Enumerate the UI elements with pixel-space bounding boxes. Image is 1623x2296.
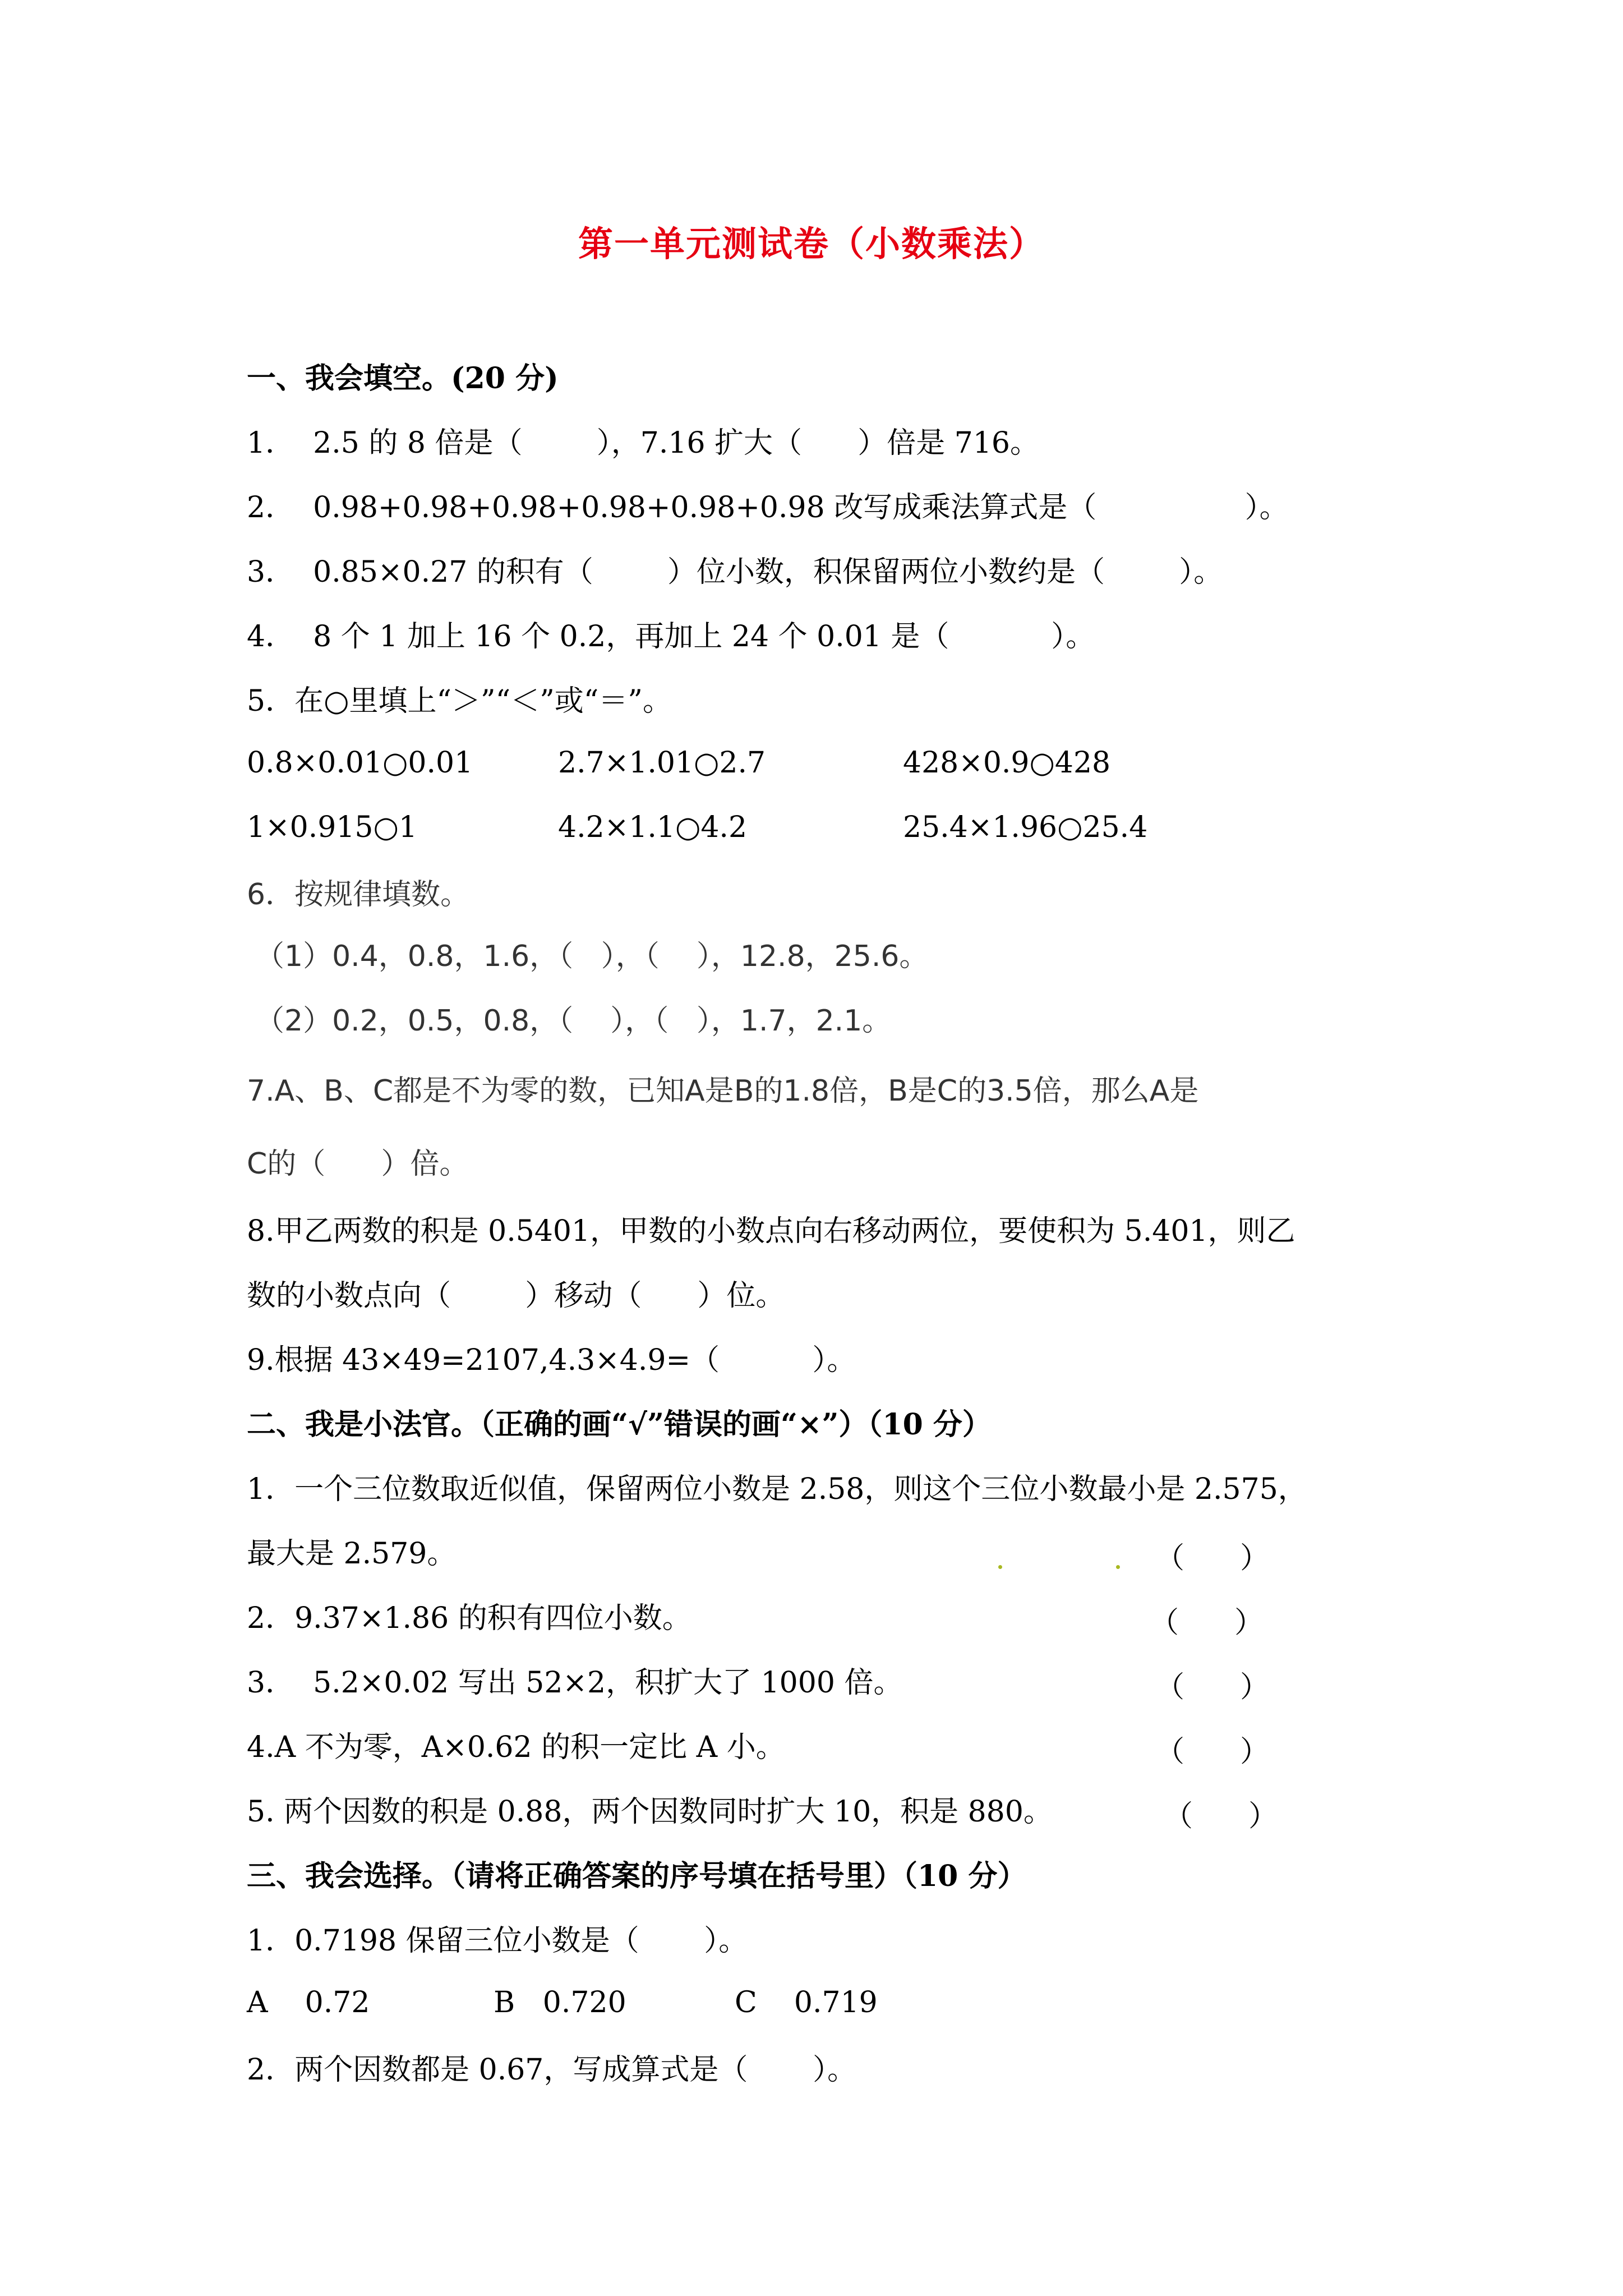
question-1-2: 2． 0.98+0.98+0.98+0.98+0.98+0.98 改写成乘法算式是（ ）。 bbox=[247, 491, 1289, 524]
answer-bracket: （ ） bbox=[1155, 1671, 1270, 1704]
question-3-2: 2．两个因数都是 0.67，写成算式是（ ）。 bbox=[247, 2053, 857, 2087]
compare-item: 2.7×1.01○2.7 bbox=[558, 746, 766, 780]
compare-item: 0.8×0.01○0.01 bbox=[247, 746, 473, 780]
question-3-1: 1．0.7198 保留三位小数是（ ）。 bbox=[247, 1924, 748, 1958]
question-1-8b: 数的小数点向（ ）移动（ ）位。 bbox=[247, 1279, 785, 1313]
question-1-8a: 8.甲乙两数的积是 0.5401，甲数的小数点向右移动两位，要使积为 5.401，则乙 bbox=[247, 1214, 1295, 1248]
answer-bracket: （ ） bbox=[1164, 1800, 1278, 1833]
compare-item: 1×0.915○1 bbox=[247, 811, 417, 844]
question-1-9: 9.根据 43×49=2107,4.3×4.9=（ ）。 bbox=[247, 1343, 856, 1377]
question-1-5: 5．在○里填上“＞”“＜”或“＝”。 bbox=[247, 684, 672, 718]
question-2-5: 5. 两个因数的积是 0.88，两个因数同时扩大 10，积是 880。 bbox=[247, 1795, 1053, 1829]
speck bbox=[1116, 1565, 1120, 1569]
answer-bracket: （ ） bbox=[1150, 1606, 1264, 1640]
question-1-6-2: （2）0.2，0.5，0.8，（ ），（ ），1.7，2.1。 bbox=[255, 1004, 892, 1038]
page-title: 第一单元测试卷（小数乘法） bbox=[578, 223, 1045, 264]
question-2-2: 2．9.37×1.86 的积有四位小数。 bbox=[247, 1602, 691, 1635]
question-1-7b: C的（ ）倍。 bbox=[247, 1147, 469, 1181]
option-b: B 0.720 bbox=[494, 1986, 626, 2019]
compare-item: 4.2×1.1○4.2 bbox=[558, 811, 748, 844]
question-2-4: 4.A 不为零，A×0.62 的积一定比 A 小。 bbox=[247, 1731, 785, 1764]
question-1-6: 6．按规律填数。 bbox=[247, 878, 470, 912]
section2-heading: 二、我是小法官。（正确的画“√”错误的画“×”）（10 分） bbox=[247, 1407, 992, 1442]
section3-heading: 三、我会选择。（请将正确答案的序号填在括号里）（10 分） bbox=[247, 1859, 1027, 1893]
question-1-4: 4． 8 个 1 加上 16 个 0.2，再加上 24 个 0.01 是（ ）。 bbox=[247, 620, 1095, 654]
question-1-3: 3． 0.85×0.27 的积有（ ）位小数，积保留两位小数约是（ ）。 bbox=[247, 555, 1223, 589]
answer-bracket: （ ） bbox=[1155, 1542, 1270, 1575]
option-c: C 0.719 bbox=[735, 1986, 878, 2019]
question-1-1: 1． 2.5 的 8 倍是（ ），7.16 扩大（ ）倍是 716。 bbox=[247, 426, 1040, 460]
question-2-1b: 最大是 2.579。 bbox=[247, 1537, 457, 1571]
answer-bracket: （ ） bbox=[1155, 1735, 1270, 1769]
compare-item: 25.4×1.96○25.4 bbox=[903, 811, 1148, 844]
question-1-6-1: （1）0.4，0.8，1.6，（ ），（ ），12.8，25.6。 bbox=[255, 940, 929, 973]
question-2-3: 3． 5.2×0.02 写出 52×2，积扩大了 1000 倍。 bbox=[247, 1666, 903, 1700]
option-a: A 0.72 bbox=[247, 1986, 370, 2019]
compare-item: 428×0.9○428 bbox=[903, 746, 1111, 780]
speck bbox=[998, 1565, 1002, 1569]
question-1-7a: 7.A、B、C都是不为零的数，已知A是B的1.8倍，B是C的3.5倍，那么A是 bbox=[247, 1074, 1199, 1108]
section1-heading: 一、我会填空。(20 分) bbox=[247, 361, 559, 395]
question-2-1a: 1．一个三位数取近似值，保留两位小数是 2.58，则这个三位小数最小是 2.575， bbox=[247, 1473, 1307, 1506]
